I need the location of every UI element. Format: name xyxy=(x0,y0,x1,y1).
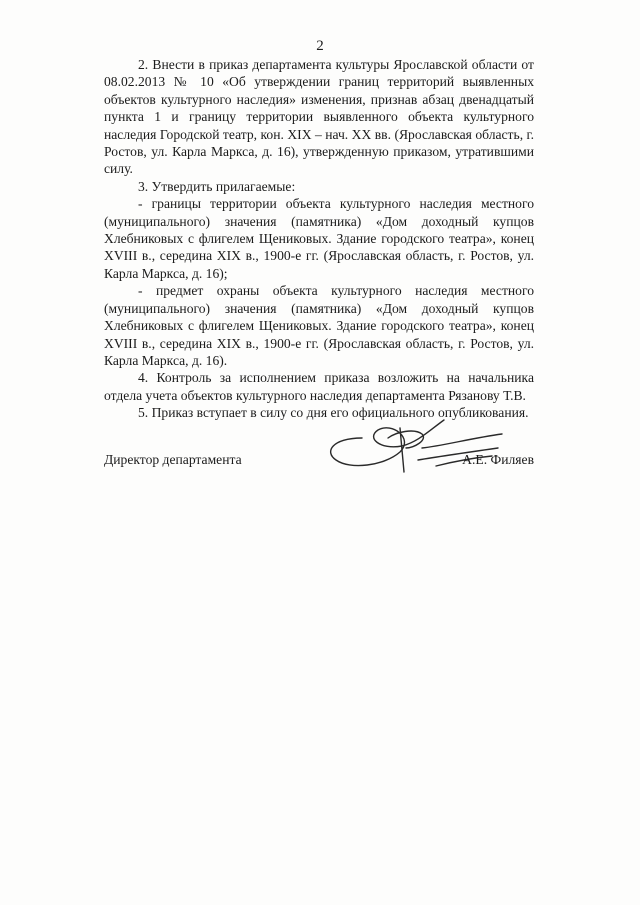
signer-title: Директор департамента xyxy=(104,452,242,467)
signer-name: А.Е. Филяев xyxy=(462,452,534,467)
paragraph-territory-boundaries: - границы территории объекта культурного наследия местного (муниципального) значения (памятника) «Дом доходный купцов Хлебниковых с флигелем Щениковых. Здание городского театра», конец XVIII в., середина XIX в., 1900-е гг. (Ярославская область, г. Ростов, ул. Карла Маркса, д. 16); xyxy=(104,196,534,281)
paragraph-effective-date: 5. Приказ вступает в силу со дня его официального опубликования. xyxy=(138,405,529,421)
paragraph-approve: 3. Утвердить прилагаемые: xyxy=(138,178,296,194)
page-number: 2 xyxy=(316,38,324,54)
paragraph-protection-subject: - предмет охраны объекта культурного наследия местного (муниципального) значения (памятника) «Дом доходный купцов Хлебниковых с флигелем Щениковых. Здание городского театра», конец XVIII в., середина XIX в., 1900-е гг. (Ярославская область, г. Ростов, ул. Карла Маркса, д. 16). xyxy=(104,283,534,368)
paragraph-control: 4. Контроль за исполнением приказа возложить на начальника отдела учета объектов культурного наследия департамента Рязанову Т.В. xyxy=(104,370,534,403)
paragraph-amend-order: 2. Внести в приказ департамента культуры Ярославской области от 08.02.2013 № 10 «Об утверждении границ территорий выявленных объектов культурного наследия» изменения, признав абзац двенадцатый пункта 1 и границу территории выявленного объекта культурного наследия Городской театр, кон. XIX – нач. XX вв. (Ярославская область, г. Ростов, ул. Карла Маркса, д. 16), утвержденную приказом, утратившими силу. xyxy=(104,57,534,177)
document-body xyxy=(104,56,534,422)
